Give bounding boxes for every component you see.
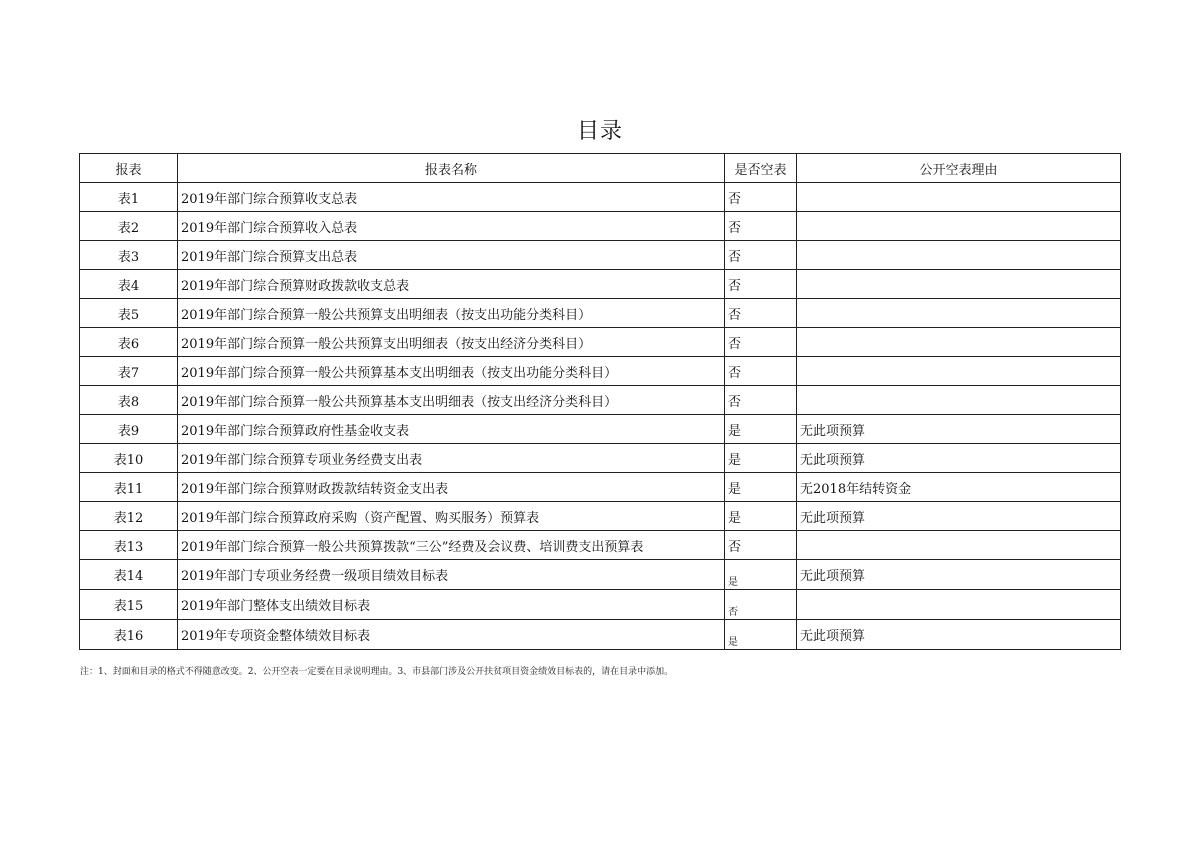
table-row	[80, 183, 1121, 212]
header-reason: 公开空表理由	[797, 154, 1121, 183]
row-code: 表10	[80, 444, 178, 473]
row-reason: 无此项预算	[797, 502, 1121, 531]
row-reason	[797, 299, 1121, 328]
row-is-empty: 否	[725, 270, 797, 299]
row-reason	[797, 386, 1121, 415]
row-reason	[797, 590, 1121, 620]
table-body	[80, 183, 1121, 650]
footnote: 注：1、封面和目录的格式不得随意改变。2、公开空表一定要在目录说明理由。3、市县部门涉及公开扶贫项目资金绩效目标表的，请在目录中添加。	[80, 667, 674, 677]
row-is-empty: 否	[725, 241, 797, 270]
row-is-empty: 否	[725, 386, 797, 415]
row-is-empty: 是	[725, 620, 797, 650]
row-is-empty: 是	[725, 415, 797, 444]
row-is-empty: 否	[725, 183, 797, 212]
toc-table	[79, 153, 1121, 650]
row-name: 2019年部门综合预算收支总表	[178, 183, 725, 212]
row-name: 2019年部门综合预算财政拨款结转资金支出表	[178, 473, 725, 502]
page-title: 目录	[576, 119, 623, 144]
table-row	[80, 620, 1121, 650]
table-row	[80, 386, 1121, 415]
row-code: 表9	[80, 415, 178, 444]
row-reason: 无此项预算	[797, 415, 1121, 444]
table-row	[80, 531, 1121, 560]
table-row	[80, 212, 1121, 241]
row-name: 2019年专项资金整体绩效目标表	[178, 620, 725, 650]
table-row	[80, 415, 1121, 444]
header-is-empty: 是否空表	[725, 154, 797, 183]
table-row	[80, 241, 1121, 270]
row-reason	[797, 183, 1121, 212]
row-code: 表5	[80, 299, 178, 328]
table-row	[80, 560, 1121, 590]
row-name: 2019年部门综合预算一般公共预算拨款“三公”经费及会议费、培训费支出预算表	[178, 531, 725, 560]
row-reason: 无此项预算	[797, 560, 1121, 590]
header-code: 报表	[80, 154, 178, 183]
row-code: 表14	[80, 560, 178, 590]
row-is-empty: 否	[725, 590, 797, 620]
row-name: 2019年部门整体支出绩效目标表	[178, 590, 725, 620]
table-row	[80, 502, 1121, 531]
row-code: 表7	[80, 357, 178, 386]
row-reason: 无此项预算	[797, 444, 1121, 473]
row-name: 2019年部门综合预算一般公共预算支出明细表（按支出经济分类科目）	[178, 328, 725, 357]
row-code: 表11	[80, 473, 178, 502]
row-reason	[797, 212, 1121, 241]
row-name: 2019年部门专项业务经费一级项目绩效目标表	[178, 560, 725, 590]
row-code: 表1	[80, 183, 178, 212]
table-row	[80, 299, 1121, 328]
header-name: 报表名称	[178, 154, 725, 183]
row-code: 表8	[80, 386, 178, 415]
row-name: 2019年部门综合预算财政拨款收支总表	[178, 270, 725, 299]
table-header-row	[80, 154, 1121, 183]
row-name: 2019年部门综合预算一般公共预算基本支出明细表（按支出功能分类科目）	[178, 357, 725, 386]
table-row	[80, 473, 1121, 502]
row-code: 表3	[80, 241, 178, 270]
row-is-empty: 否	[725, 212, 797, 241]
row-name: 2019年部门综合预算政府采购（资产配置、购买服务）预算表	[178, 502, 725, 531]
row-reason: 无2018年结转资金	[797, 473, 1121, 502]
row-is-empty: 否	[725, 357, 797, 386]
row-reason: 无此项预算	[797, 620, 1121, 650]
row-code: 表6	[80, 328, 178, 357]
row-reason	[797, 357, 1121, 386]
row-name: 2019年部门综合预算收入总表	[178, 212, 725, 241]
row-code: 表13	[80, 531, 178, 560]
row-code: 表2	[80, 212, 178, 241]
row-code: 表15	[80, 590, 178, 620]
row-reason	[797, 241, 1121, 270]
row-name: 2019年部门综合预算一般公共预算支出明细表（按支出功能分类科目）	[178, 299, 725, 328]
table-row	[80, 357, 1121, 386]
row-name: 2019年部门综合预算政府性基金收支表	[178, 415, 725, 444]
table-row	[80, 444, 1121, 473]
row-code: 表4	[80, 270, 178, 299]
row-is-empty: 是	[725, 444, 797, 473]
row-name: 2019年部门综合预算专项业务经费支出表	[178, 444, 725, 473]
row-name: 2019年部门综合预算一般公共预算基本支出明细表（按支出经济分类科目）	[178, 386, 725, 415]
row-reason	[797, 270, 1121, 299]
row-is-empty: 是	[725, 473, 797, 502]
row-reason	[797, 328, 1121, 357]
table-row	[80, 328, 1121, 357]
row-code: 表12	[80, 502, 178, 531]
row-is-empty: 是	[725, 560, 797, 590]
row-code: 表16	[80, 620, 178, 650]
row-name: 2019年部门综合预算支出总表	[178, 241, 725, 270]
row-is-empty: 是	[725, 502, 797, 531]
table-row	[80, 590, 1121, 620]
row-is-empty: 否	[725, 328, 797, 357]
table-row	[80, 270, 1121, 299]
row-is-empty: 否	[725, 531, 797, 560]
row-reason	[797, 531, 1121, 560]
row-is-empty: 否	[725, 299, 797, 328]
